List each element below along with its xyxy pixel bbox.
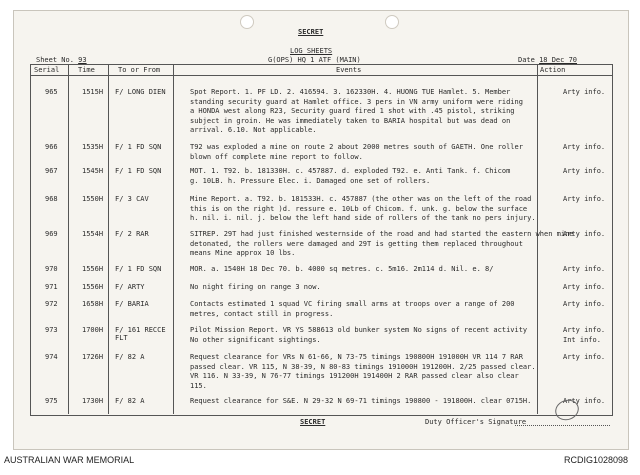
col-header-action: Action [540,66,566,74]
row-serial: 971 [45,283,58,291]
row-action: Arty info. [563,397,606,405]
secret-header: SECRET [298,28,324,36]
row-action: Arty info. [563,167,606,175]
log-date: Date 18 Dec 70 [518,56,578,64]
row-action: Arty info. [563,265,606,273]
row-time: 1658H [82,300,104,308]
row-events [190,88,523,136]
event-line: arrival. 6.10. Not applicable. [190,126,317,134]
log-subtitle: G(OPS) HQ 1 ATF (MAIN) [268,56,361,64]
row-events [190,326,527,345]
row-events [190,195,536,224]
event-line: Mine Report. a. T92. b. 181533H. c. 457887 (the other was on the left of the road [190,195,532,203]
row-action: Arty info. [563,143,606,151]
column-divider [68,64,69,414]
event-line: detonated, the rollers were damaged and 29T is getting them replaced throughout [190,239,523,248]
row-serial: 970 [45,265,58,273]
event-line: metres, contact still in progress. [190,309,334,318]
event-line: T92 was exploded a mine on route 2 about 2000 metres south of GAETH. One roller [190,143,523,151]
row-time: 1700H [82,326,104,334]
row-to-from: F/ 2 RAR [115,230,149,238]
row-events [190,265,493,275]
event-line: MOR. a. 1540H 18 Dec 70. b. 4000 sq metres. c. 5m16. 2m114 d. Nil. e. 8/ [190,265,494,273]
row-time: 1550H [82,195,104,203]
row-serial: 968 [45,195,58,203]
row-to-from: F/ BARIA [115,300,149,308]
row-action: Arty info. [563,195,606,203]
col-header-events: Events [336,66,362,74]
row-to-from: F/ ARTY [115,283,145,291]
row-events [190,143,523,162]
event-line: means Mine approx 10 lbs. [190,249,296,257]
event-line: subject in groin. He was immediately taken to BARIA hospital but was dead on [190,116,511,125]
event-line: 115. [190,381,207,390]
row-to-from: F/ 82 A [115,353,145,361]
row-time: 1726H [82,353,104,361]
row-time: 1545H [82,167,104,175]
row-to-from: F/ 82 A [115,397,145,405]
row-action: Arty info. [563,353,606,361]
row-action: Arty info. Int info. [563,326,606,344]
row-time: 1535H [82,143,104,151]
row-time: 1554H [82,230,104,238]
row-to-from: F/ LONG DIEN [115,88,166,96]
col-header-serial: Serial [34,66,60,74]
row-serial: 967 [45,167,58,175]
punch-hole [385,15,399,29]
row-time: 1515H [82,88,104,96]
log-title: LOG SHEETS [290,47,333,55]
event-line: blown off complete mine report to follow. [190,152,363,161]
row-time: 1556H [82,283,104,291]
duty-officer-signature-label: Duty Officer's Signature [425,418,527,426]
row-serial: 974 [45,353,58,361]
row-action: Arty info. [563,283,606,291]
row-events [190,230,574,259]
row-action: Arty info. [563,300,606,308]
event-line: Request clearance for VRs N 61-66, N 73-75 timings 190800H 191000H VR 114 7 RAR [190,353,523,361]
event-line: Contacts estimated 1 squad VC firing small arms at troops over a range of 200 [190,300,515,308]
event-line: No other significant sightings. [190,335,321,344]
record-id: RCDIG1028098 [564,455,629,465]
event-line: Request clearance for S&E. N 29-32 N 69-71 timings 190800 - 191800H. clear 0715H. [190,397,532,405]
row-action: Arty info. [563,88,606,96]
row-to-from: F/ 161 RECCE FLT [115,326,166,342]
row-events [190,300,515,319]
row-time: 1730H [82,397,104,405]
event-line: VR 116. N 33-39, N 76-77 timings 191200H 191400H 2 RAR passed clear also clear [190,372,519,380]
row-serial: 975 [45,397,58,405]
event-line: No night firing on range 3 now. [190,283,321,291]
row-events [190,283,321,293]
col-header-to-from: To or From [118,66,161,74]
column-divider [108,64,109,414]
event-line: SITREP. 29T had just finished westernside of the road and had started the eastern when mine [190,230,574,238]
row-events [190,353,536,391]
row-events [190,167,510,186]
secret-footer: SECRET [300,418,326,426]
event-line: Spot Report. 1. PF LD. 2. 416594. 3. 162330H. 4. HUONG TUE Hamlet. 5. Member [190,88,511,96]
row-events [190,397,531,407]
row-serial: 972 [45,300,58,308]
archive-label: AUSTRALIAN WAR MEMORIAL [4,455,135,465]
event-line: this is on the right )d. ressure e. 10Lb of Chicom. f. unk. g. below the surface [190,204,528,213]
event-line: h. nil. i. nil. j. below the left hand side of rollers of the tank no pers injury. [190,214,536,222]
row-serial: 965 [45,88,58,96]
event-line: Pilot Mission Report. VR YS 588613 old bunker system No signs of recent activity [190,326,528,334]
row-to-from: F/ 1 FD SQN [115,143,162,151]
row-to-from: F/ 1 FD SQN [115,265,162,273]
row-to-from: F/ 1 FD SQN [115,167,162,175]
column-divider [173,64,174,414]
row-serial: 973 [45,326,58,334]
event-line: MOT. 1. T92. b. 181330H. c. 457887. d. exploded T92. e. Anti Tank. f. Chicom [190,167,511,175]
sheet-number: Sheet No. 93 [36,56,87,64]
event-line: a HONDA west along R23, Security guard fired 1 shot with .45 pistol, striking [190,107,515,115]
row-to-from: F/ 3 CAV [115,195,149,203]
event-line: standing security guard at Hamlet office. 3 pers in VN army uniform were riding [190,97,523,106]
signature-line [515,425,610,427]
col-header-time: Time [78,66,95,74]
punch-hole [240,15,254,29]
event-line: passed clear. VR 115, N 38-39, N 80-83 timings 191000H 191200H. 2/25 passed clear. [190,362,536,371]
row-serial: 969 [45,230,58,238]
event-line: g. 10LB. h. Pressure Elec. i. Damaged one set of rollers. [190,176,431,185]
row-action: Arty info. [563,230,606,238]
row-time: 1556H [82,265,104,273]
row-serial: 966 [45,143,58,151]
